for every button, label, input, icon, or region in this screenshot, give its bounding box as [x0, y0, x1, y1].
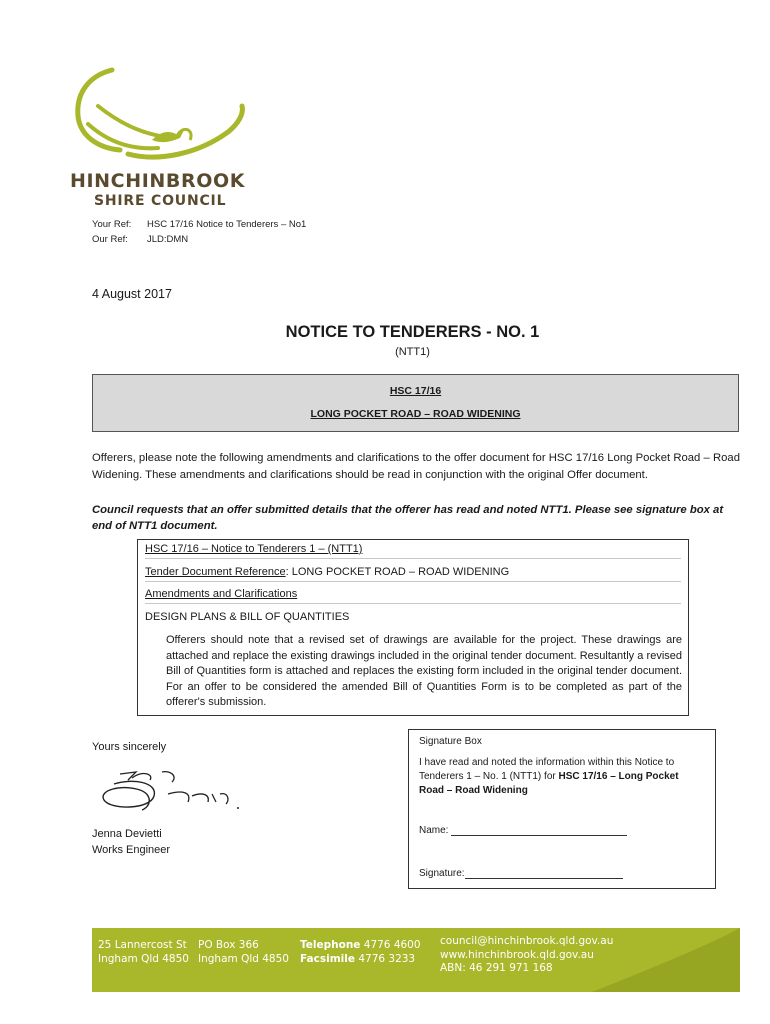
council-request: Council requests that an offer submitted details that the offerer has read and noted NTT1. Please see signature box at end of NTT1 document. — [92, 504, 724, 532]
footer-po-line: PO Box 366 — [198, 939, 259, 951]
tender-reference-value: : LONG POCKET ROAD – ROAD WIDENING — [285, 566, 510, 578]
footer-contact — [440, 935, 613, 976]
logo-subtitle: SHIRE COUNCIL — [94, 193, 227, 209]
council-logo-icon — [68, 62, 248, 170]
footer-banner — [92, 928, 740, 992]
ref-label: Our Ref: — [92, 234, 128, 245]
signature-box — [408, 729, 716, 889]
intro-paragraph: Offerers, please note the following amendments and clarifications to the offer document for HSC 17/16 Long Pocket Road – Road Widening. These amendments and clarifications should be read in conjunction with the original Offer document. — [92, 452, 740, 481]
document-subtitle: (NTT1) — [395, 346, 430, 358]
footer-po-line: Ingham Qld 4850 — [198, 953, 289, 965]
signer-role: Works Engineer — [92, 844, 171, 856]
project-name: LONG POCKET ROAD – ROAD WIDENING — [310, 408, 521, 420]
ref-row — [92, 217, 306, 232]
footer-web-link[interactable]: www.hinchinbrook.qld.gov.au — [440, 948, 594, 961]
name-field-row — [419, 825, 627, 836]
logo-name: HINCHINBROOK — [70, 170, 246, 192]
ref-value: HSC 17/16 Notice to Tenderers – No1 — [147, 219, 307, 230]
tender-reference-label: Tender Document Reference — [145, 566, 286, 578]
fax-label: Facsimile — [300, 953, 355, 965]
closing-text: Yours sincerely — [92, 741, 167, 753]
footer-street-address — [98, 938, 189, 966]
name-field[interactable] — [451, 835, 627, 836]
signature-box-statement: I have read and noted the information within this Notice to Tenderers 1 – No. 1 (NTT1) for — [419, 757, 675, 782]
name-label: Name: — [419, 825, 449, 836]
tender-reference — [145, 566, 681, 582]
signature-box-text — [419, 756, 705, 798]
project-number: HSC 17/16 — [389, 385, 442, 397]
signer-block — [92, 826, 170, 858]
footer-phone-fax — [300, 938, 421, 966]
footer-street-line: 25 Lannercost St — [98, 939, 187, 951]
footer-fax — [300, 952, 421, 966]
signature-field-row — [419, 868, 623, 879]
footer-email-link[interactable]: council@hinchinbrook.qld.gov.au — [440, 935, 614, 947]
reference-block — [92, 217, 306, 247]
handwritten-signature-icon — [92, 766, 252, 816]
document-title: NOTICE TO TENDERERS - NO. 1 — [285, 323, 540, 341]
footer-abn: ABN: 46 291 971 168 — [440, 962, 553, 974]
footer-street-line: Ingham Qld 4850 — [98, 953, 189, 965]
ref-label: Your Ref: — [92, 219, 132, 230]
footer-phone — [300, 938, 421, 952]
project-banner — [92, 374, 739, 432]
phone-label: Telephone — [300, 939, 361, 951]
amendments-heading: Amendments and Clarifications — [145, 588, 681, 604]
ntt-body-text: Offerers should note that a revised set of drawings are available for the project. These drawings are attached and replace the existing drawings included in the original tender document. Resultantly a revised Bill of Quantities form is attached and replaces the existing form included in the original tender document. For an offer to be considered the amended Bill of Quantities Form is to be completed as part of the offerer's submission. — [166, 634, 682, 708]
ntt-heading: HSC 17/16 – Notice to Tenderers 1 – (NTT1) — [145, 543, 681, 559]
signature-field[interactable] — [465, 878, 623, 879]
footer-po-box — [198, 938, 289, 966]
signature-box-title: Signature Box — [419, 736, 482, 747]
ref-row — [92, 232, 306, 247]
ref-value: JLD:DMN — [147, 234, 189, 245]
phone-number: 4776 4600 — [363, 939, 421, 951]
ntt-details-box — [137, 539, 689, 716]
letter-date: 4 August 2017 — [92, 287, 172, 301]
signature-label: Signature: — [419, 868, 465, 879]
fax-number: 4776 3233 — [358, 953, 416, 965]
signature-box-project: HSC 17/16 – Long Pocket Road – Road Widening — [419, 771, 679, 796]
signer-name: Jenna Devietti — [92, 828, 162, 840]
section-heading: DESIGN PLANS & BILL OF QUANTITIES — [145, 611, 350, 623]
